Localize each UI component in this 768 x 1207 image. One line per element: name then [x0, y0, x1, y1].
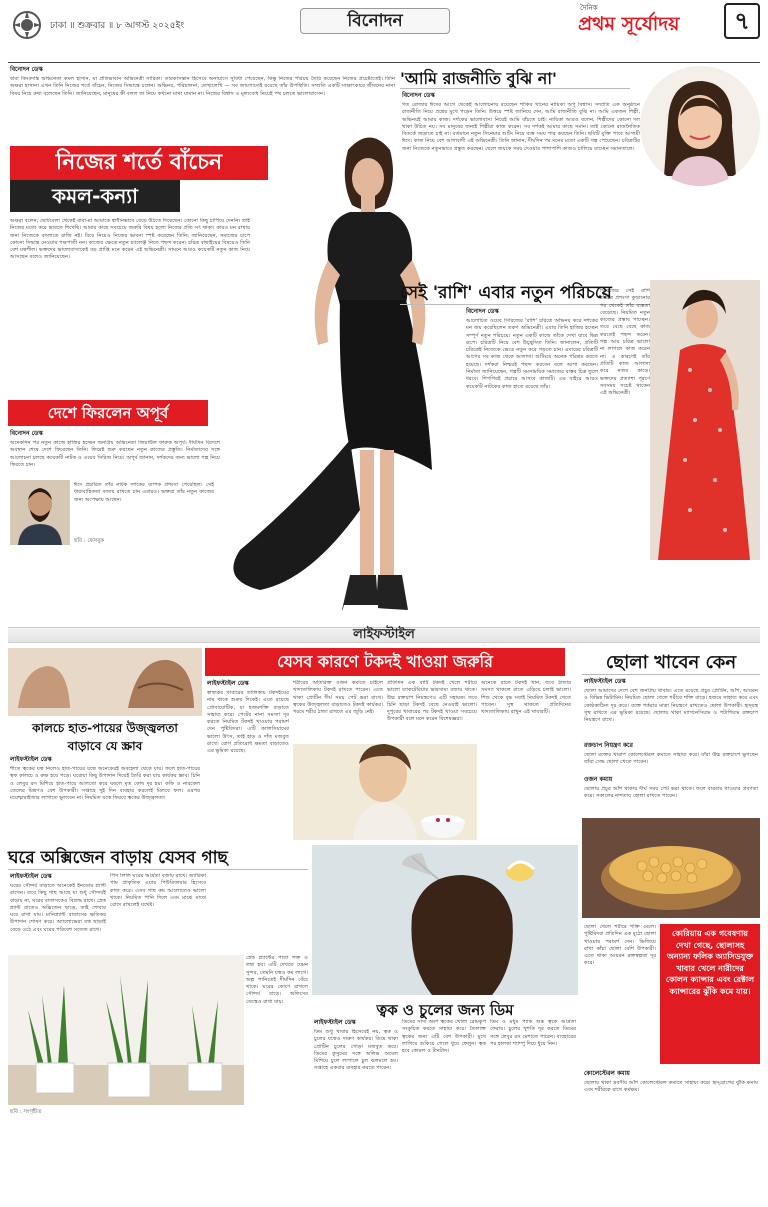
plants-photo	[8, 955, 244, 1105]
newspaper-logo: প্রথম সূর্যোদয়	[578, 13, 680, 35]
article-col-2: শরীরের অতিরিক্ত ওজন কমাতে চাইলে খাদ্যতালিকায় টকদই রাখতে পারেন। এতে থাকা প্রোটিন দীর্ঘ সময় পেট ভরা রাখে। ত্বকের উজ্জ্বলতা বাড়াতেও টকদই কার্যকর। গরমে শরীর ঠান্ডা রাখতে এর জুড়ি নেই।	[293, 680, 383, 716]
side-column: স্নেক প্ল্যান্টের পাতা শক্ত ও লম্বা হয়। এটি দেখতে যেমন সুন্দর, তেমনি যত্নও কম লাগে। অল্প পানিতেই দীর্ঘদিন বেঁচে থাকে। ঘরের কোণে রাখলে সৌন্দর্য বাড়ে। অফিসের ডেস্কেও রাখা যায়।	[246, 955, 308, 1005]
byline: লাইফস্টাইল ডেস্ক	[584, 678, 626, 685]
article-body: বাবা কিংবদন্তি অভিনেতা কমল হাসান, মা প্রতিভাবান অভিনেত্রী সারিকা। তারকাসন্তান হিসেবে অনায়াসে সুবিধা পেয়েছেন, কিন্তু নিজের পরিচয় তৈরি করেছেন নিজের প্রচেষ্টাতেই। তিনি অক্ষরা হাসান। এখন তিনি নিজের শর্তে বাঁচেন, নিজের সিদ্ধান্তে চলেন। অভিনয়, পরিচালনা, লেখালেখি — সব জায়গাতেই রয়েছে তাঁর উপস্থিতি। সম্প্রতি একটি সাক্ষাৎকারে জীবনের নানা বিষয় নিয়ে কথা বলেছেন তিনি। জানিয়েছেন, মানুষের কী বলল তা নিয়ে কখনো মাথা ঘামান না। নিজের বিশ্বাস ও মূল্যবোধ নিয়েই পথ চলতে ভালোবাসেন।	[10, 76, 395, 97]
subhead-blood-pressure: রক্তচাপ নিয়ন্ত্রণ করে	[584, 742, 633, 749]
byline: বিনোদন ডেস্ক	[466, 308, 499, 315]
side-column: সিরিজের সেই রাশি চরিত্রে প্রশংসা কুড়ানোর পর থেকেই তাঁর ব্যস্ততা বেড়েছে। নিয়মিত নতুন কাজের প্রস্তাব পাচ্ছেন। তবে বেছে বেছে কাজ করতেই পছন্দ করেন। গল্প আর চরিত্র ভালো না লাগলে কাজ করেন না। এ কারণেই তাঁর প্রতিটি কাজ আলাদা করে নজর কাড়ে। ভক্তদের প্রত্যাশা পূরণে সবসময় সচেষ্ট থাকেন এই অভিনেত্রী।	[600, 288, 650, 397]
article-col-1: ডিম শুধু খাবার হিসেবেই নয়, ত্বক ও চুলের যত্নেও দারুণ কার্যকর। ডিমে থাকা প্রোটিন চুলের গোড়া মজবুত করে। ডিমের কুসুমের সঙ্গে অলিভ অয়েল মিশিয়ে চুলে লাগালে চুল ঝলমলে হয়। সপ্তাহে একবার ব্যবহার করতে পারেন।	[314, 1029, 398, 1072]
headline: দেশে ফিরলেন অপূর্ব	[8, 400, 208, 426]
story-apu-biswas	[400, 66, 760, 276]
headline-line-1: নিজের শর্তে বাঁচেন	[10, 146, 268, 180]
byline: বিনোদন ডেস্ক	[10, 430, 43, 437]
article-col-2: ডিমের সাদা অংশ ত্বকের খোলা রোমকূপ সংকুচিত করতে সাহায্য করে। তৈলাক্ত ত্বকের জন্য এটি বেশ উপকারী। মুখে লাগিয়ে শুকিয়ে গেলে ধুয়ে ফেলুন। ত্বক হবে কোমল ও টানটান।	[402, 1019, 486, 1055]
article-body: আলোচিত ওয়েব সিরিজের 'রাশি' চরিত্রে অভিনয় করে দর্শকের মন জয় করেছিলেন তরুণ অভিনেত্রী। এবার তিনি হাজির হচ্ছেন সম্পূর্ণ নতুন পরিচয়ে। নতুন একটি কাজে তাঁকে দেখা যাবে ভিন্ন রূপে। চরিত্রটি নিয়ে বেশ উচ্ছ্বসিত তিনি। জানালেন, প্রতিটি চরিত্রেই নিজেকে ভেঙে নতুন করে গড়তে চান। এবারের চরিত্রটি আগের সব কাজ থেকে আলাদা। শুটিংয়ে অনেক পরিশ্রম করতে হয়েছে। দর্শকরা নিশ্চয়ই পছন্দ করবেন বলে আশা করছেন। নির্মাতা জানিয়েছেন, গল্পটি সমসাময়িক সমাজের বাস্তব চিত্র তুলে ধরবে। শিগগিরই প্রচারে আসবে কাজটি। এর বাইরে আরও কয়েকটি নাটকের কাজ হাতে রয়েছে তাঁর।	[466, 318, 598, 390]
page-ornament-icon	[12, 10, 42, 40]
page-number: ৭	[724, 3, 760, 39]
chickpea-photo	[582, 818, 760, 918]
headline: সেই 'রাশি' এবার নতুন পরিচয়ে	[400, 283, 612, 303]
headline: যেসব কারণে টকদই খাওয়া জরুরি	[205, 648, 565, 676]
pull-quote: কোরিয়ায় এক গবেষণায় দেখা গেছে, ছোলাসহ অন্যান্য ফলিক অ্যাসিডযুক্ত খাবার খেলে নারীদের কোলন ক্যান্সার এবং রেক্টাল ক্যান্সারের ঝুঁকি কমে যায়।	[660, 924, 760, 1064]
section-title: বিনোদন	[300, 8, 450, 34]
article-body: অনেকদিন পর নতুন কাজে হাজির হচ্ছেন জনপ্রিয় অভিনেতা জিয়াউল ফারুক অপূর্ব। দীর্ঘদিন বিদেশে অবস্থান শেষে দেশে ফিরেছেন তিনি। ফিরেই শুরু করছেন নতুন কাজের প্রস্তুতি। নির্মাতাদের সঙ্গে আলোচনা চলছে কয়েকটি নাটক ও ওয়েব সিরিজ নিয়ে। অপূর্ব জানান, দর্শকদের জন্য ভালো গল্প নিয়ে ফিরতে চান।	[10, 440, 220, 468]
article-col-3: প্রতিদিন এক বাটি টকদই খেলে শরীরে ভালো ব্যাকটেরিয়ার ভারসাম্য বজায় থাকে। উচ্চ রক্তচাপ নিয়ন্ত্রণেও এটি সহায়ক। তবে চিনি ছাড়া টকদই বেছে নেওয়াই ভালো। দুপুরের খাবারের পর টকদই খাওয়া সবচেয়ে উপকারী বলে মনে করেন বিশেষজ্ঞরা।	[387, 680, 477, 723]
rashi-photo	[650, 280, 760, 560]
date-line: ঢাকা ॥ শুক্রবার ॥ ৮ আগস্ট ২০২৫ইং	[50, 21, 185, 31]
photo-caption: ছবি : সংগৃহীত	[10, 1109, 42, 1115]
byline: বিনোদন ডেস্ক	[10, 66, 43, 73]
byline: লাইফস্টাইল ডেস্ক	[207, 680, 249, 687]
article-body: গত রোজার ঈদের আগে থেকেই আলোচনায় রয়েছেন শাকিব খানের নায়িকা অপু বিশ্বাস। সম্প্রতি এক অনুষ্ঠানে রাজনীতি নিয়ে প্রশ্নের মুখে পড়েন তিনি। উত্তরে স্পষ্ট জানিয়ে দেন, আমি রাজনীতি বুঝি না। আমি একজন শিল্পী, অভিনয়ই আমার কাজ। দর্শকের ভালোবাসা নিয়েই আমি বাঁচতে চাই। নায়িকা আরও বলেন, শিল্পীদের কোনো দল থাকা উচিত নয়। সব মানুষের জন্যই শিল্পীরা কাজ করেন। সব দর্শকই আমার কাছে সমান। তাই কোনো রাজনৈতিক বিতর্কে জড়াতে চাই না। বর্তমানে নতুন সিনেমার শুটিং নিয়ে ব্যস্ত সময় পার করছেন তিনি। ছবিটি মুক্তি পাবে আগামী ঈদে। কাজ নিয়ে বেশ আশাবাদী এই অভিনেত্রী। তিনি জানান, দীর্ঘদিন পর মনের মতো একটি গল্প পেয়েছেন। চরিত্রটির জন্য নিজেকে নতুনভাবে প্রস্তুত করছেন। ছেলে জয়কে সময় দেওয়ার পাশাপাশি কাজও চালিয়ে যাচ্ছেন সমানতালে।	[402, 102, 640, 152]
article-body: ছোলা আমাদের দেশে বেশ জনপ্রিয় খাবার। এতে রয়েছে প্রচুর প্রোটিন, আঁশ, আয়রন ও বিভিন্ন ভিটামিন। নিয়মিত ছোলা খেলে শরীরে শক্তি বাড়ে। হজমে সাহায্য করে এবং কোষ্ঠকাঠিন্য দূর করে। রক্তে শর্করার মাত্রা নিয়ন্ত্রণে রাখতেও ছোলা উপকারী। হৃদ্‌যন্ত্র সুস্থ রাখতে এর ভূমিকা রয়েছে। ছোলায় থাকা ম্যাগনেসিয়াম ও পটাশিয়াম রক্তচাপ নিয়ন্ত্রণে রাখে।	[584, 688, 758, 724]
byline: লাইফস্টাইল ডেস্ক	[314, 1019, 356, 1026]
side-column: ছোলা খেলে শরীরে শক্তি মেলে। পুষ্টিবিদরা প্রতিদিন এক মুঠো ছোলা খাওয়ার পরামর্শ দেন। ভিজিয়ে রাখা কাঁচা ছোলা বেশি উপকারী। এতে থাকা আয়রন রক্তস্বল্পতা দূর করে।	[584, 924, 656, 967]
masthead	[0, 0, 768, 62]
article-body-continued: ঈদে প্রচারিত তাঁর নাটক দর্শকের ব্যাপক প্রশংসা পেয়েছিল। সেই ধারাবাহিকতা বজায় রাখতে চান এবারও। ভক্তরা তাঁর নতুন কাজের জন্য অপেক্ষায় আছেন।	[74, 482, 214, 503]
story-rashi	[400, 280, 760, 560]
article-body-2: ছোলা রক্তের খারাপ কোলেস্টেরল কমাতে সাহায্য করে। যাঁরা উচ্চ রক্তচাপে ভুগছেন তাঁরা সেদ্ধ ছোলা খেতে পারেন।	[584, 752, 758, 766]
egg-hair-photo	[312, 845, 578, 995]
byline: লাইফস্টাইল ডেস্ক	[10, 756, 52, 763]
feet-photo	[8, 648, 202, 716]
article-body-4: ছোলায় থাকা দ্রবণীয় আঁশ কোলেস্টেরল কমাতে সাহায্য করে। হৃদ্‌রোগের ঝুঁকি কমায় এবং শরীরকে রাখে কর্মক্ষম।	[584, 1080, 758, 1094]
headline: 'আমি রাজনীতি বুঝি না'	[400, 69, 557, 88]
subhead-weight-loss: ওজন কমায়	[584, 776, 613, 783]
photo-caption: ছবি : ফেসবুক	[74, 538, 105, 544]
story-chickpea	[582, 648, 760, 1200]
logo-prefix: দৈনিক	[580, 4, 598, 12]
headline-line-1: কালচে হাত-পায়ের উজ্জ্বলতা	[32, 721, 178, 735]
article-body-3: ছোলায় প্রচুর আঁশ থাকায় দীর্ঘ সময় পেট ভরা থাকে। ফলে বারবার খাওয়ার প্রবণতা কমে। সকালের নাশতায় ছোলা রাখতে পারেন।	[584, 786, 758, 800]
article-col-4: অনেকে রাতে টকদই খান, তবে ঠান্ডার সমস্যা থাকলে রাতে এড়িয়ে চলাই ভালো। শিশু থেকে বৃদ্ধ সবাই নিয়মিত টকদই খেতে পারেন। সুস্থ থাকতে প্রতিদিনের খাদ্যতালিকায় রাখুন এই খাবারটি।	[481, 680, 571, 716]
story-apurbo	[8, 400, 228, 610]
lifestyle-section-bar: লাইফস্টাইল	[8, 627, 760, 643]
article-body-2: পিস লিলি ঘরের আর্দ্রতা বজায় রাখে। অ্যারিকা পাম প্রাকৃতিক এয়ার পিউরিফায়ার হিসেবে কাজ করে। এসব গাছ কম আলোতেও ভালো থাকে। নিয়মিত পানি দিলে এবং মাঝে মাঝে রোদে রাখলেই যথেষ্ট।	[110, 873, 206, 909]
story-egg-hair	[312, 845, 580, 1200]
headline: ছোলা খাবেন কেন	[605, 652, 737, 673]
yogurt-photo	[293, 744, 477, 840]
article-body: শীতে ত্বকের যত্ন নিলেও হাত-পায়ের যত্নে অনেকেরই অবহেলা থেকে যায়। ফলে হাত-পায়ের ত্বক কালচে ও রুক্ষ হয়ে পড়ে। ঘরোয়া কিছু উপাদান দিয়েই তৈরি করা যায় কার্যকর স্ক্রাব। চিনি ও লেবুর রস মিশিয়ে হাত-পায়ে আলতো করে ঘষলে মৃত কোষ দূর হয়। কফি ও নারকেল তেলের মিশ্রণও বেশ উপকারী। সপ্তাহে দুই দিন ব্যবহার করলেই মিলবে ফল। এরপর ময়েশ্চারাইজার লাগাতে ভুলবেন না। নিয়মিত যত্নে ফিরবে ত্বকের উজ্জ্বলতা।	[10, 766, 200, 802]
subhead-cholesterol: কোলেস্টেরল কমায়	[584, 1070, 630, 1077]
article-col-3: ডিম ও মধুর প্যাক শুষ্ক ত্বকে আর্দ্রতা ফেরায়। চুলের খুশকি দূর করতে ডিমের সঙ্গে লেবুর রস মেশাতে পারেন। ব্যবহারের পর হালকা শ্যাম্পু দিয়ে ধুয়ে নিন।	[490, 1019, 576, 1047]
headline: ঘরে অক্সিজেন বাড়ায় যেসব গাছ	[8, 848, 228, 868]
headline-line-2: কমল-কন্যা	[10, 180, 180, 212]
byline: লাইফস্টাইল ডেস্ক	[10, 873, 52, 880]
article-body: ঘরের সৌন্দর্য বাড়াতে অনেকেই ইনডোর প্ল্যান্ট রাখেন। তবে কিছু গাছ আছে যা শুধু সৌন্দর্যই বাড়ায় না, ঘরের বাতাসকেও বিশুদ্ধ রাখে। স্নেক প্ল্যান্ট রাতেও অক্সিজেন ছাড়ে, তাই শোবার ঘরে রাখা যায়। মানিপ্ল্যান্ট বাতাসের ক্ষতিকর উপাদান শোষণ করে। অ্যালোভেরা যত্ন ছাড়াই বেড়ে ওঠে এবং ঘরের পরিবেশ সতেজ রাখে।	[10, 883, 106, 933]
apu-biswas-photo	[640, 66, 760, 186]
story-scrub	[8, 648, 202, 828]
article-body-continued: অক্ষরা বলেন, ছোটবেলা থেকেই বাবা-মা আমাকে স্বাধীনভাবে বেড়ে উঠতে দিয়েছেন। কোনো কিছু চাপিয়ে দেননি। তাই নিজের মতো করে ভাবতে শিখেছি। আমার কাছে সবচেয়ে জরুরি বিষয় হলো নিজের প্রতি সৎ থাকা। কারও মন রাখার জন্য নিজেকে বদলাতে রাজি নই। বিয়ে নিয়েও নিজের ভাবনা স্পষ্ট করেছেন তিনি। জানিয়েছেন, সমাজের চাপে কোনো সিদ্ধান্ত নেওয়ার পক্ষপাতী নন। কাজের ক্ষেত্রে নতুন চ্যালেঞ্জ নিতে পছন্দ করেন। চরিত্র বাছাইয়ের বিষয়েও তিনি বেশ যত্নশীল। ভক্তদের ভালোবাসাকেই বড় প্রাপ্তি মনে করেন এই অভিনেত্রী। সামনে আরও কয়েকটি নতুন কাজ নিয়ে আসছেন বলেও জানিয়েছেন।	[10, 218, 250, 261]
apurbo-photo	[10, 480, 70, 545]
story-yogurt	[205, 648, 580, 843]
byline: বিনোদন ডেস্ক	[402, 92, 435, 99]
article-col-1: স্বাস্থ্যকর খাবারের তালিকায় টকদইয়ের নাম থাকে শুরুর দিকেই। এতে রয়েছে প্রোবায়োটিক, যা হজমশক্তি বাড়াতে সাহায্য করে। পেটের নানা সমস্যা দূর করতে নিয়মিত টকদই খাওয়ার পরামর্শ দেন পুষ্টিবিদরা। এটি ক্যালসিয়ামের ভালো উৎস, তাই হাড় ও দাঁত মজবুত রাখে। রোগ প্রতিরোধ ক্ষমতা বাড়াতেও এর ভূমিকা রয়েছে।	[207, 690, 289, 755]
headline-line-2: বাড়াবে যে স্ক্রাব	[67, 739, 143, 753]
story-oxygen-plants	[8, 845, 308, 1200]
headline: ত্বক ও চুলের জন্য ডিম	[376, 1001, 514, 1019]
